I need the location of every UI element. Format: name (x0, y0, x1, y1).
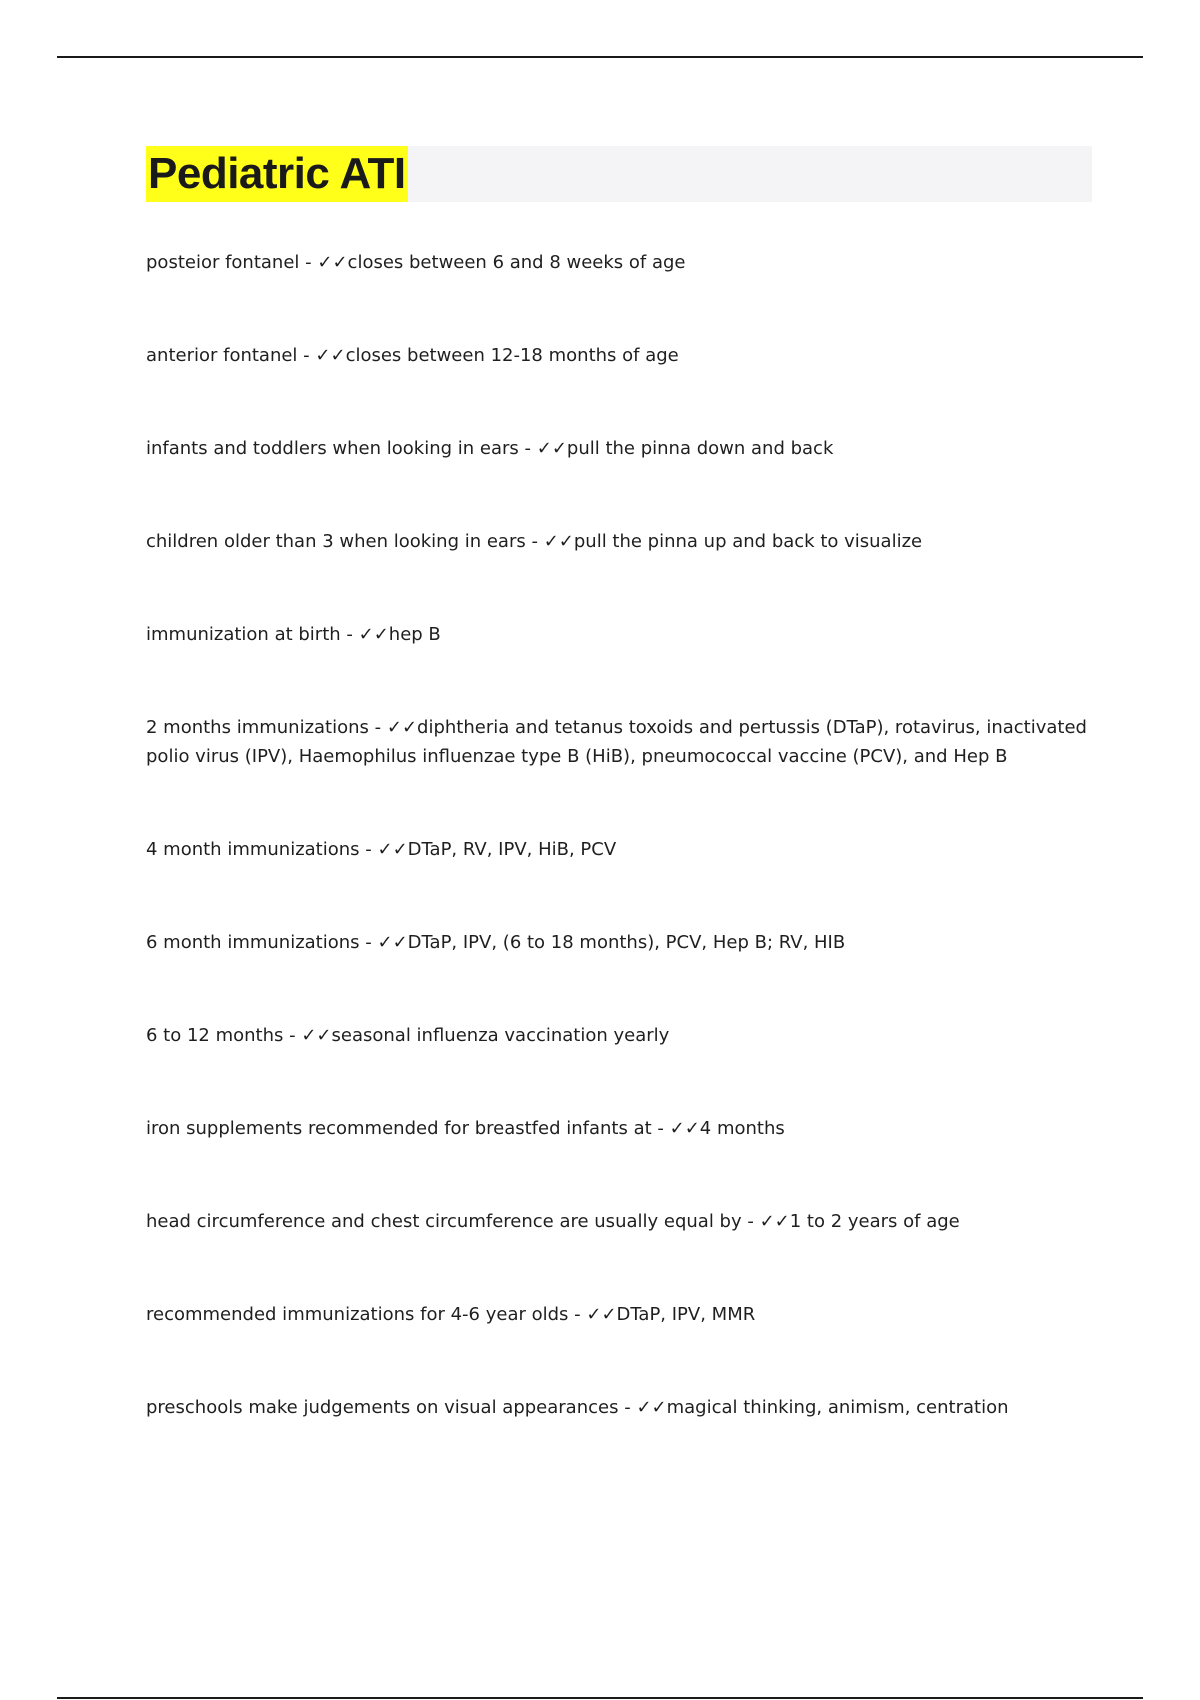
bottom-rule (57, 1697, 1143, 1699)
entry-separator: - (340, 624, 359, 645)
entry-term: anterior fontanel (146, 345, 298, 366)
entry-separator: - (618, 1397, 637, 1418)
entry-term: infants and toddlers when looking in ears (146, 438, 519, 459)
flashcard-entry (146, 1300, 1096, 1329)
title-band (146, 146, 1092, 202)
entry-term: preschools make judgements on visual appearances (146, 1397, 619, 1418)
entry-separator: - (741, 1211, 760, 1232)
flashcard-entry (146, 620, 1096, 649)
entry-separator: - (518, 438, 537, 459)
entry-separator: - (359, 839, 378, 860)
double-check-icon: ✓✓ (377, 839, 408, 860)
entry-definition: DTaP, IPV, (6 to 18 months), PCV, Hep B; RV, HIB (407, 932, 846, 953)
entry-definition: closes between 6 and 8 weeks of age (347, 252, 686, 273)
double-check-icon: ✓✓ (317, 252, 348, 273)
entry-separator: - (283, 1025, 302, 1046)
entry-definition: DTaP, IPV, MMR (616, 1304, 756, 1325)
double-check-icon: ✓✓ (315, 345, 346, 366)
flashcard-entry (146, 248, 1096, 277)
entry-definition: 4 months (699, 1118, 785, 1139)
top-rule (57, 56, 1143, 58)
double-check-icon: ✓✓ (386, 717, 418, 738)
double-check-icon: ✓✓ (358, 624, 389, 645)
entry-separator: - (297, 345, 316, 366)
entry-term: immunization at birth (146, 624, 341, 645)
entry-separator: - (568, 1304, 587, 1325)
entry-separator: - (651, 1118, 670, 1139)
entry-definition: magical thinking, animism, centration (666, 1397, 1009, 1418)
entry-term: posteior fontanel (146, 252, 300, 273)
double-check-icon: ✓✓ (759, 1211, 790, 1232)
flashcard-entry (146, 1207, 1096, 1236)
page-title: Pediatric ATI (146, 146, 408, 202)
entry-term: children older than 3 when looking in ears (146, 531, 526, 552)
entry-term: 2 months immunizations (146, 717, 369, 738)
double-check-icon: ✓✓ (301, 1025, 332, 1046)
double-check-icon: ✓✓ (586, 1304, 617, 1325)
entry-separator: - (359, 932, 378, 953)
entry-definition: pull the pinna down and back (566, 438, 834, 459)
entry-term: recommended immunizations for 4-6 year olds (146, 1304, 569, 1325)
entry-term: 6 to 12 months (146, 1025, 284, 1046)
entry-definition: closes between 12-18 months of age (345, 345, 679, 366)
flashcard-entry (146, 341, 1096, 370)
entry-definition: pull the pinna up and back to visualize (573, 531, 923, 552)
double-check-icon: ✓✓ (536, 438, 567, 459)
double-check-icon: ✓✓ (636, 1397, 667, 1418)
entry-definition: 1 to 2 years of age (789, 1211, 960, 1232)
entry-definition: diphtheria and tetanus toxoids and pertussis (DTaP), rotavirus, inactivated polio virus (IPV), Haemophilus influenzae type B (HiB), pneumococcal vaccine (PCV), and Hep B (146, 717, 1087, 767)
flashcard-entry (146, 434, 1096, 463)
double-check-icon: ✓✓ (669, 1118, 700, 1139)
entry-term: 4 month immunizations (146, 839, 360, 860)
entry-separator: - (368, 717, 387, 738)
entry-definition: seasonal influenza vaccination yearly (331, 1025, 670, 1046)
entry-term: head circumference and chest circumference are usually equal by (146, 1211, 742, 1232)
flashcard-entry (146, 1114, 1096, 1143)
double-check-icon: ✓✓ (377, 932, 408, 953)
entry-term: 6 month immunizations (146, 932, 360, 953)
flashcard-entry (146, 713, 1096, 771)
entry-separator: - (299, 252, 318, 273)
flashcard-entry (146, 928, 1096, 957)
flashcard-entry (146, 527, 1096, 556)
flashcard-list (146, 248, 1096, 1486)
flashcard-entry (146, 1393, 1096, 1422)
double-check-icon: ✓✓ (543, 531, 574, 552)
flashcard-entry (146, 1021, 1096, 1050)
entry-definition: hep B (388, 624, 441, 645)
flashcard-entry (146, 835, 1096, 864)
entry-definition: DTaP, RV, IPV, HiB, PCV (407, 839, 617, 860)
entry-separator: - (525, 531, 544, 552)
entry-term: iron supplements recommended for breastfed infants at (146, 1118, 652, 1139)
